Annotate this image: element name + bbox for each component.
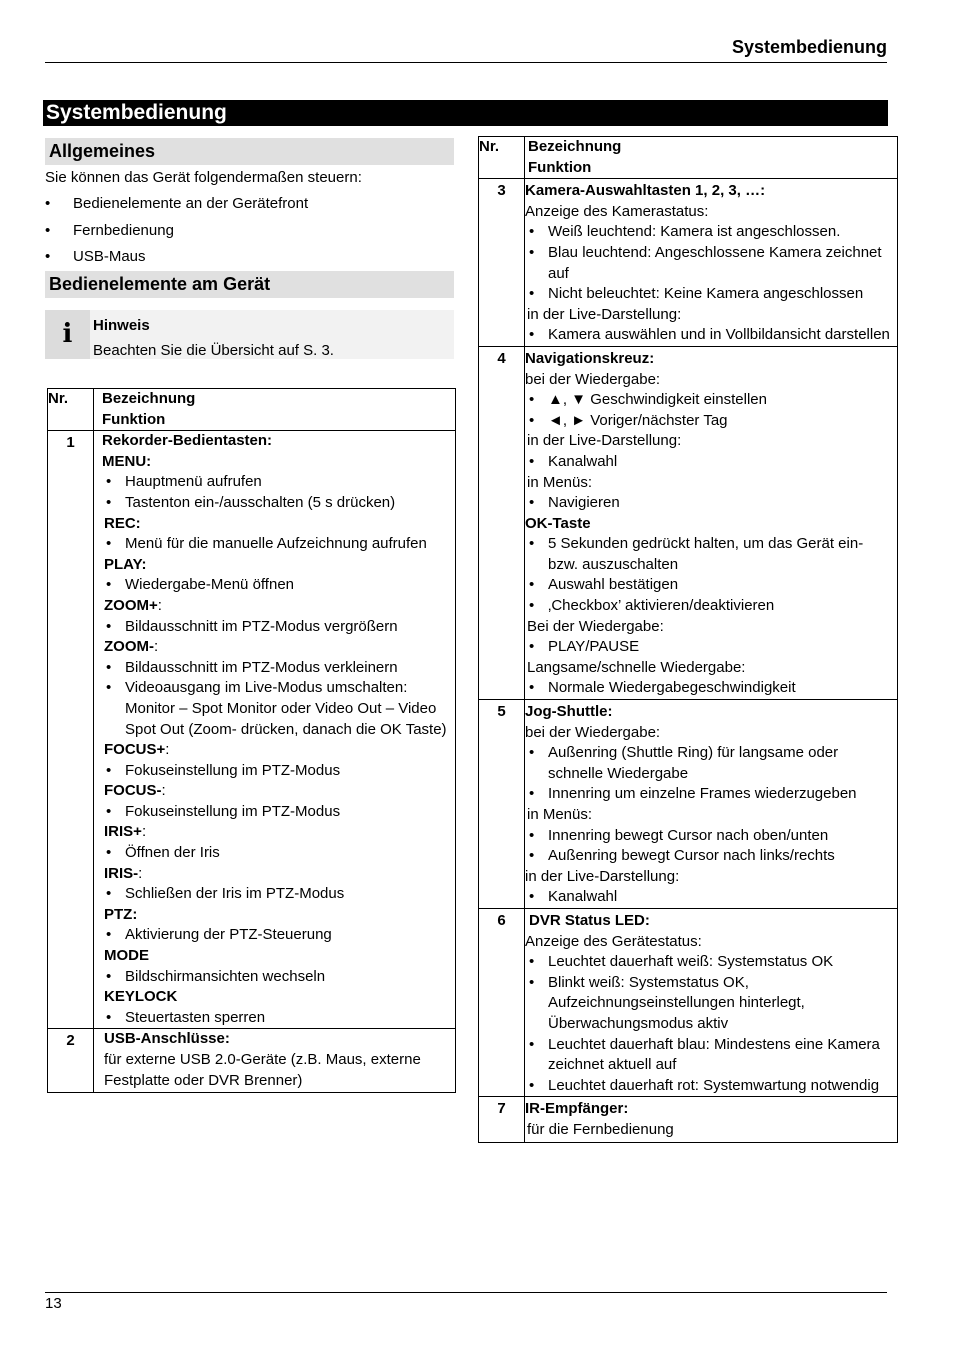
header-bezeichnung: Bezeichnung Funktion bbox=[94, 389, 456, 431]
header-rule bbox=[45, 62, 887, 63]
header-nr: Nr. bbox=[479, 137, 525, 179]
controls-table-right bbox=[478, 136, 898, 1143]
table-row: 6 DVR Status LED: Anzeige des Gerätestatus: • Leuchtet dauerhaft weiß: Systemstatus OK • Blinkt weiß: Systemstatus OK, Aufzeichnungseinstellungen hinterlegt, Überwachungsmodus aktiv • Leuchtet dauerhaft blau: Mindestens eine Kamera zeichnet aktuell auf • Leuchtet dauerhaft rot: Systemwartung notwendig bbox=[479, 908, 898, 1096]
section-heading-allgemeines: Allgemeines bbox=[45, 138, 454, 165]
chapter-title: Systembedienung bbox=[43, 100, 888, 126]
footer-rule bbox=[45, 1292, 887, 1293]
section-heading-bedienelemente: Bedienelemente am Gerät bbox=[45, 271, 454, 298]
info-icon: i bbox=[45, 310, 90, 359]
controls-table-left bbox=[47, 388, 456, 1093]
table-header-row bbox=[479, 137, 898, 179]
table-header-row bbox=[48, 389, 456, 431]
list-item: • Bedienelemente an der Gerätefront bbox=[45, 191, 455, 218]
intro-text: Sie können das Gerät folgendermaßen steuern: bbox=[45, 169, 362, 186]
left-column bbox=[45, 138, 455, 359]
table-row: 3 Kamera-Auswahltasten 1, 2, 3, …: Anzeige des Kamerastatus: • Weiß leuchtend: Kamera ist angeschlossen. • Blau leuchtend: Angeschlossene Kamera zeichnet auf • Nicht beleuchtet: Keine Kamera angeschlossen in der Live-Darstellung: • Kamera auswählen und in Vollbildansicht darstellen bbox=[479, 179, 898, 347]
table-row: 7 IR-Empfänger: für die Fernbedienung bbox=[479, 1097, 898, 1142]
page-number: 13 bbox=[45, 1295, 62, 1312]
running-header-title: Systembedienung bbox=[731, 37, 887, 57]
list-item: • USB-Maus bbox=[45, 244, 455, 271]
table-row: 1 Rekorder-Bedientasten: MENU: • Hauptmenü aufrufen • Tastenton ein-/ausschalten (5 s drücken) REC: • Menü für die manuelle Aufzeichnung aufrufen PLAY: • Wiedergabe-Menü öffnen ZOOM+: • Bildausschnitt im PTZ-Modus vergrößern ZOOM-: • Bildausschnitt im PTZ-Modus verkleinern • Videoausgang im Live-Modus umschalten: Monitor – Spot Monitor oder Video Out – Video Spot Out (Zoom- drücken, danach die OK Taste) FOCUS+: • Fokuseinstellung im PTZ-Modus FOCUS-: • Fokuseinstellung im PTZ-Modus IRIS+: • Öffnen der Iris IRIS-: • Schließen der Iris im PTZ-Modus PTZ: • Aktivierung der PTZ-Steuerung MODE • Bildschirmansichten wechseln KEYLOCK • Steuertasten sperren bbox=[48, 431, 456, 1029]
header-nr: Nr. bbox=[48, 389, 94, 431]
hint-text: Beachten Sie die Übersicht auf S. 3. bbox=[93, 341, 334, 359]
list-item: • Fernbedienung bbox=[45, 218, 455, 245]
table-row: 2 USB-Anschlüsse: für externe USB 2.0-Geräte (z.B. Maus, externe Festplatte oder DVR Brenner) bbox=[48, 1029, 456, 1093]
hint-title: Hinweis bbox=[93, 316, 150, 334]
header-bezeichnung: Bezeichnung Funktion bbox=[525, 137, 898, 179]
table-row: 5 Jog-Shuttle: bei der Wiedergabe: • Außenring (Shuttle Ring) für langsame oder schnelle Wiedergabe • Innenring um einzelne Frames wiederzugeben in Menüs: • Innenring bewegt Cursor nach oben/unten • Außenring bewegt Cursor nach links/rechts in der Live-Darstellung: • Kanalwahl bbox=[479, 700, 898, 909]
hint-box bbox=[45, 310, 454, 359]
table-row: 4 Navigationskreuz: bei der Wiedergabe: • ▲, ▼ Geschwindigkeit einstellen • ◄, ► Voriger/nächster Tag in der Live-Darstellung: • Kanalwahl in Menüs: • Navigieren OK-Taste • 5 Sekunden gedrückt halten, um das Gerät ein- bzw. auszuschalten • Auswahl bestätigen • ‚Checkbox’ aktivieren/deaktivieren Bei der Wiedergabe: • PLAY/PAUSE Langsame/schnelle Wiedergabe: • Normale Wiedergabegeschwindigkeit bbox=[479, 346, 898, 699]
